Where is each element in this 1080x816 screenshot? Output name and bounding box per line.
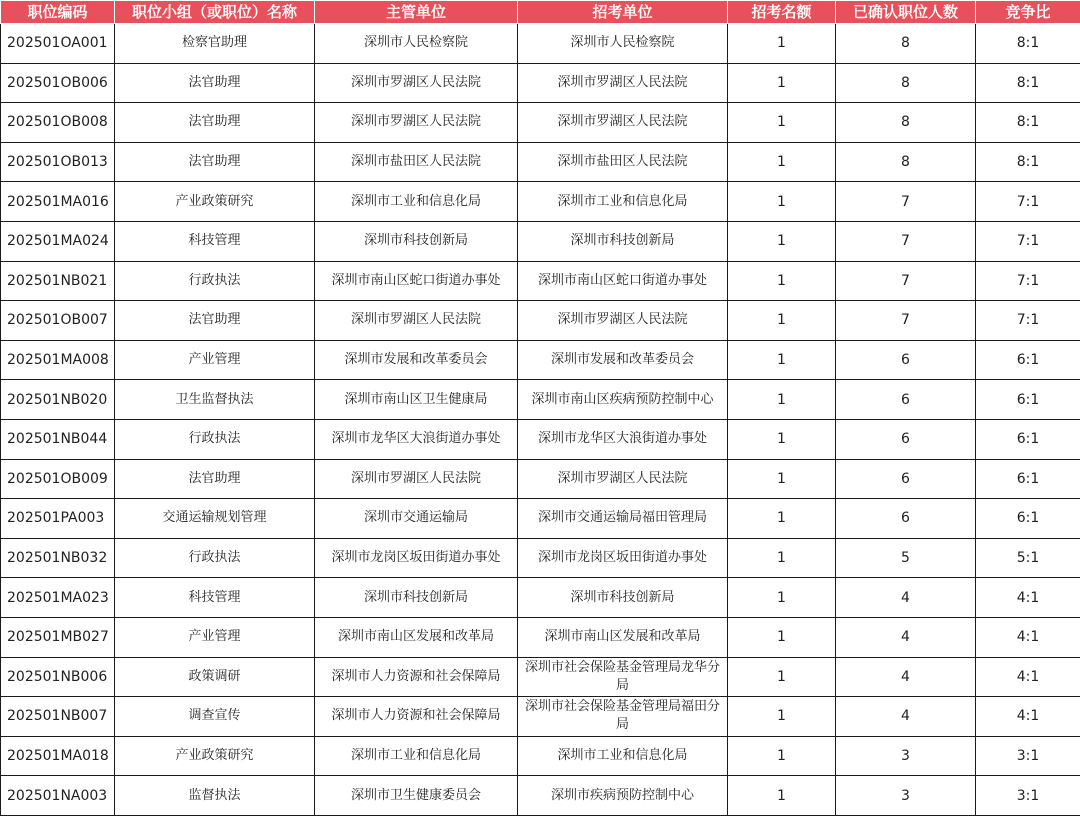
- cell-quota: 1: [728, 657, 836, 697]
- cell-quota: 1: [728, 221, 836, 261]
- table-row: [1, 617, 1080, 657]
- cell-confirmed-applicants: 6: [836, 499, 976, 539]
- cell-recruiting-unit: 深圳市南山区疾病预防控制中心: [518, 380, 728, 420]
- cell-position-group-name: 法官助理: [115, 301, 315, 341]
- table-body: [1, 24, 1080, 816]
- cell-competition-ratio: 4:1: [976, 617, 1080, 657]
- cell-position-code: 202501NB021: [1, 261, 115, 301]
- header-row: [1, 1, 1080, 24]
- cell-position-group-name: 交通运输规划管理: [115, 499, 315, 539]
- cell-position-group-name: 监督执法: [115, 776, 315, 816]
- cell-recruiting-unit: 深圳市南山区发展和改革局: [518, 617, 728, 657]
- cell-competition-ratio: 8:1: [976, 142, 1080, 182]
- cell-confirmed-applicants: 3: [836, 776, 976, 816]
- cell-quota: 1: [728, 261, 836, 301]
- cell-confirmed-applicants: 5: [836, 538, 976, 578]
- cell-position-code: 202501NA003: [1, 776, 115, 816]
- cell-supervising-unit: 深圳市龙岗区坂田街道办事处: [315, 538, 518, 578]
- cell-confirmed-applicants: 6: [836, 419, 976, 459]
- cell-supervising-unit: 深圳市工业和信息化局: [315, 182, 518, 222]
- cell-supervising-unit: 深圳市盐田区人民法院: [315, 142, 518, 182]
- cell-position-code: 202501OB009: [1, 459, 115, 499]
- cell-position-code: 202501OB013: [1, 142, 115, 182]
- cell-confirmed-applicants: 4: [836, 578, 976, 618]
- cell-quota: 1: [728, 499, 836, 539]
- table-row: [1, 697, 1080, 737]
- cell-recruiting-unit: 深圳市罗湖区人民法院: [518, 301, 728, 341]
- cell-competition-ratio: 7:1: [976, 301, 1080, 341]
- cell-recruiting-unit: 深圳市罗湖区人民法院: [518, 459, 728, 499]
- cell-position-group-name: 科技管理: [115, 578, 315, 618]
- cell-competition-ratio: 3:1: [976, 776, 1080, 816]
- cell-quota: 1: [728, 24, 836, 64]
- cell-position-group-name: 行政执法: [115, 538, 315, 578]
- cell-recruiting-unit: 深圳市工业和信息化局: [518, 736, 728, 776]
- cell-supervising-unit: 深圳市人民检察院: [315, 24, 518, 64]
- cell-quota: 1: [728, 103, 836, 143]
- table-row: [1, 499, 1080, 539]
- cell-quota: 1: [728, 697, 836, 737]
- cell-quota: 1: [728, 380, 836, 420]
- cell-position-code: 202501OB007: [1, 301, 115, 341]
- cell-quota: 1: [728, 617, 836, 657]
- cell-position-code: 202501NB006: [1, 657, 115, 697]
- cell-competition-ratio: 8:1: [976, 63, 1080, 103]
- cell-competition-ratio: 7:1: [976, 221, 1080, 261]
- cell-confirmed-applicants: 7: [836, 261, 976, 301]
- cell-supervising-unit: 深圳市科技创新局: [315, 221, 518, 261]
- cell-position-group-name: 检察官助理: [115, 24, 315, 64]
- cell-position-group-name: 产业政策研究: [115, 182, 315, 222]
- cell-position-code: 202501MA008: [1, 340, 115, 380]
- cell-quota: 1: [728, 459, 836, 499]
- cell-position-code: 202501NB020: [1, 380, 115, 420]
- table-row: [1, 538, 1080, 578]
- cell-quota: 1: [728, 142, 836, 182]
- table-row: [1, 142, 1080, 182]
- cell-competition-ratio: 3:1: [976, 736, 1080, 776]
- table-row: [1, 736, 1080, 776]
- cell-position-code: 202501MA024: [1, 221, 115, 261]
- cell-position-code: 202501MA023: [1, 578, 115, 618]
- header-position-code: 职位编码: [1, 1, 115, 24]
- cell-quota: 1: [728, 538, 836, 578]
- cell-recruiting-unit: 深圳市科技创新局: [518, 578, 728, 618]
- table-row: [1, 578, 1080, 618]
- cell-position-group-name: 行政执法: [115, 419, 315, 459]
- cell-recruiting-unit: 深圳市工业和信息化局: [518, 182, 728, 222]
- cell-position-code: 202501PA003: [1, 499, 115, 539]
- cell-competition-ratio: 4:1: [976, 697, 1080, 737]
- table-row: [1, 261, 1080, 301]
- table-header: [1, 1, 1080, 24]
- cell-position-code: 202501NB032: [1, 538, 115, 578]
- cell-position-code: 202501OB008: [1, 103, 115, 143]
- cell-confirmed-applicants: 8: [836, 24, 976, 64]
- cell-confirmed-applicants: 4: [836, 697, 976, 737]
- table-row: [1, 776, 1080, 816]
- table-row: [1, 340, 1080, 380]
- cell-recruiting-unit: 深圳市人民检察院: [518, 24, 728, 64]
- cell-quota: 1: [728, 736, 836, 776]
- cell-recruiting-unit: 深圳市盐田区人民法院: [518, 142, 728, 182]
- header-competition-ratio: 竞争比: [976, 1, 1080, 24]
- cell-recruiting-unit: 深圳市龙岗区坂田街道办事处: [518, 538, 728, 578]
- cell-position-group-name: 产业政策研究: [115, 736, 315, 776]
- table-row: [1, 221, 1080, 261]
- cell-recruiting-unit: 深圳市罗湖区人民法院: [518, 103, 728, 143]
- cell-position-code: 202501MA016: [1, 182, 115, 222]
- cell-supervising-unit: 深圳市罗湖区人民法院: [315, 459, 518, 499]
- table-row: [1, 301, 1080, 341]
- table-row: [1, 380, 1080, 420]
- header-recruiting-unit: 招考单位: [518, 1, 728, 24]
- cell-position-group-name: 科技管理: [115, 221, 315, 261]
- cell-supervising-unit: 深圳市南山区蛇口街道办事处: [315, 261, 518, 301]
- cell-supervising-unit: 深圳市人力资源和社会保障局: [315, 697, 518, 737]
- cell-recruiting-unit: 深圳市罗湖区人民法院: [518, 63, 728, 103]
- cell-competition-ratio: 7:1: [976, 182, 1080, 222]
- cell-confirmed-applicants: 8: [836, 142, 976, 182]
- cell-confirmed-applicants: 6: [836, 380, 976, 420]
- cell-supervising-unit: 深圳市科技创新局: [315, 578, 518, 618]
- cell-recruiting-unit: 深圳市南山区蛇口街道办事处: [518, 261, 728, 301]
- cell-supervising-unit: 深圳市南山区卫生健康局: [315, 380, 518, 420]
- cell-position-group-name: 卫生监督执法: [115, 380, 315, 420]
- cell-competition-ratio: 6:1: [976, 380, 1080, 420]
- cell-recruiting-unit: 深圳市发展和改革委员会: [518, 340, 728, 380]
- cell-competition-ratio: 6:1: [976, 499, 1080, 539]
- cell-competition-ratio: 8:1: [976, 103, 1080, 143]
- cell-competition-ratio: 6:1: [976, 459, 1080, 499]
- cell-confirmed-applicants: 4: [836, 657, 976, 697]
- cell-competition-ratio: 4:1: [976, 657, 1080, 697]
- cell-competition-ratio: 5:1: [976, 538, 1080, 578]
- cell-quota: 1: [728, 419, 836, 459]
- cell-position-group-name: 行政执法: [115, 261, 315, 301]
- cell-supervising-unit: 深圳市龙华区大浪街道办事处: [315, 419, 518, 459]
- header-confirmed-applicants: 已确认职位人数: [836, 1, 976, 24]
- cell-supervising-unit: 深圳市罗湖区人民法院: [315, 301, 518, 341]
- cell-confirmed-applicants: 3: [836, 736, 976, 776]
- cell-position-group-name: 法官助理: [115, 63, 315, 103]
- cell-quota: 1: [728, 578, 836, 618]
- cell-competition-ratio: 6:1: [976, 419, 1080, 459]
- cell-quota: 1: [728, 63, 836, 103]
- cell-supervising-unit: 深圳市南山区发展和改革局: [315, 617, 518, 657]
- cell-recruiting-unit: 深圳市疾病预防控制中心: [518, 776, 728, 816]
- cell-position-code: 202501NB044: [1, 419, 115, 459]
- cell-recruiting-unit: 深圳市交通运输局福田管理局: [518, 499, 728, 539]
- cell-supervising-unit: 深圳市人力资源和社会保障局: [315, 657, 518, 697]
- table-row: [1, 657, 1080, 697]
- cell-competition-ratio: 8:1: [976, 24, 1080, 64]
- cell-position-code: 202501OB006: [1, 63, 115, 103]
- cell-recruiting-unit: 深圳市龙华区大浪街道办事处: [518, 419, 728, 459]
- header-supervising-unit: 主管单位: [315, 1, 518, 24]
- cell-recruiting-unit: 深圳市社会保险基金管理局龙华分局: [518, 657, 728, 697]
- cell-quota: 1: [728, 182, 836, 222]
- cell-competition-ratio: 7:1: [976, 261, 1080, 301]
- cell-position-code: 202501NB007: [1, 697, 115, 737]
- cell-quota: 1: [728, 776, 836, 816]
- cell-confirmed-applicants: 7: [836, 182, 976, 222]
- cell-competition-ratio: 4:1: [976, 578, 1080, 618]
- cell-position-group-name: 法官助理: [115, 103, 315, 143]
- cell-supervising-unit: 深圳市交通运输局: [315, 499, 518, 539]
- cell-confirmed-applicants: 8: [836, 63, 976, 103]
- cell-supervising-unit: 深圳市卫生健康委员会: [315, 776, 518, 816]
- table-row: [1, 419, 1080, 459]
- cell-position-group-name: 产业管理: [115, 617, 315, 657]
- cell-confirmed-applicants: 8: [836, 103, 976, 143]
- cell-position-group-name: 调查宣传: [115, 697, 315, 737]
- cell-competition-ratio: 6:1: [976, 340, 1080, 380]
- table-row: [1, 63, 1080, 103]
- header-position-group-name: 职位小组（或职位）名称: [115, 1, 315, 24]
- table-row: [1, 103, 1080, 143]
- cell-position-group-name: 产业管理: [115, 340, 315, 380]
- cell-position-code: 202501OA001: [1, 24, 115, 64]
- cell-quota: 1: [728, 301, 836, 341]
- cell-position-group-name: 法官助理: [115, 142, 315, 182]
- cell-quota: 1: [728, 340, 836, 380]
- cell-confirmed-applicants: 6: [836, 459, 976, 499]
- cell-supervising-unit: 深圳市罗湖区人民法院: [315, 63, 518, 103]
- cell-recruiting-unit: 深圳市科技创新局: [518, 221, 728, 261]
- cell-confirmed-applicants: 4: [836, 617, 976, 657]
- cell-supervising-unit: 深圳市罗湖区人民法院: [315, 103, 518, 143]
- cell-confirmed-applicants: 6: [836, 340, 976, 380]
- cell-supervising-unit: 深圳市发展和改革委员会: [315, 340, 518, 380]
- table-row: [1, 459, 1080, 499]
- cell-position-group-name: 政策调研: [115, 657, 315, 697]
- header-quota: 招考名额: [728, 1, 836, 24]
- table-row: [1, 24, 1080, 64]
- cell-position-code: 202501MA018: [1, 736, 115, 776]
- cell-recruiting-unit: 深圳市社会保险基金管理局福田分局: [518, 697, 728, 737]
- cell-supervising-unit: 深圳市工业和信息化局: [315, 736, 518, 776]
- cell-position-code: 202501MB027: [1, 617, 115, 657]
- cell-confirmed-applicants: 7: [836, 221, 976, 261]
- table-row: [1, 182, 1080, 222]
- cell-confirmed-applicants: 7: [836, 301, 976, 341]
- cell-position-group-name: 法官助理: [115, 459, 315, 499]
